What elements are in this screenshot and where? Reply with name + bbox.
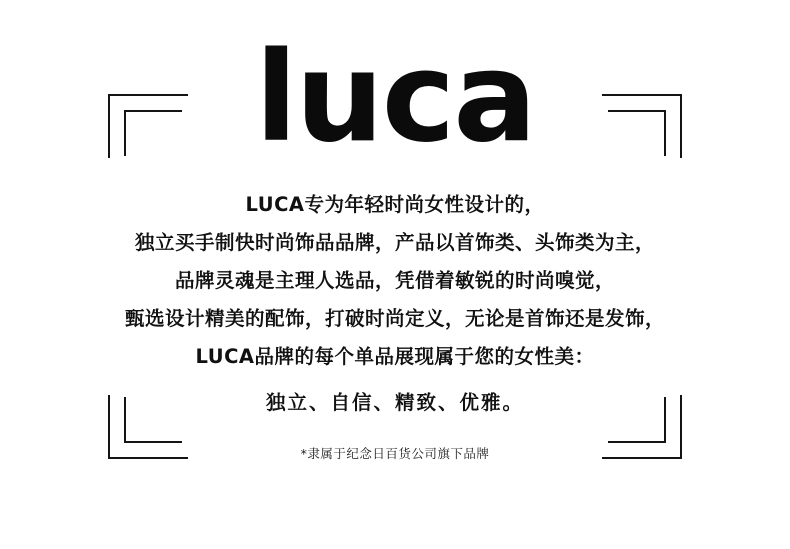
description-line-4: 甄选设计精美的配饰，打破时尚定义，无论是首饰还是发饰， — [124, 307, 665, 330]
brand-description — [0, 186, 790, 462]
description-line-5: LUCA品牌的每个单品展现属于您的女性美： — [195, 345, 595, 368]
description-line-2: 独立买手制快时尚饰品品牌，产品以首饰类、头饰类为主， — [134, 231, 655, 254]
description-line-3: 品牌灵魂是主理人选品，凭借着敏锐的时尚嗅觉， — [174, 269, 615, 292]
description-line-1: LUCA专为年轻时尚女性设计的， — [245, 193, 545, 216]
brand-footnote: *隶属于纪念日百货公司旗下品牌 — [300, 446, 490, 461]
brand-wordmark: luca — [255, 26, 535, 170]
brand-tagline: 独立、自信、精致、优雅。 — [265, 391, 524, 414]
